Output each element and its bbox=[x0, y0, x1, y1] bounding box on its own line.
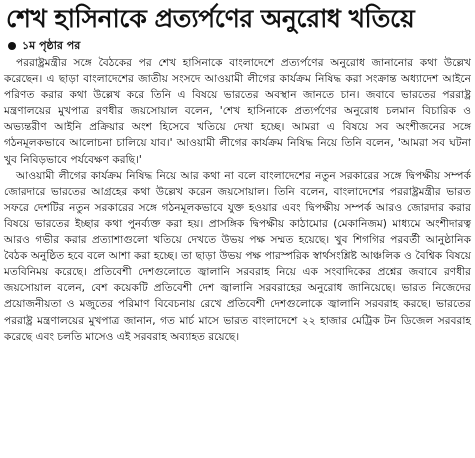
article-body bbox=[4, 55, 471, 345]
headline: শেখ হাসিনাকে প্রত্যর্পণের অনুরোধ খতিয়ে bbox=[6, 4, 415, 33]
continuation-note bbox=[8, 38, 471, 54]
article-paragraph: পররাষ্ট্রমন্ত্রীর সঙ্গে বৈঠকের পর শেখ হাসিনাকে বাংলাদেশে প্রত্যর্পণের অনুরোধ জানানোর কথা উল্লেখ করেছেন। এ ছাড়া বাংলাদেশের জাতীয় সংসদে আওয়ামী লীগের কার্যক্রম নিষিদ্ধ করা সংক্রান্ত অধ্যাদেশ আইনে পরিণত করার কথা উল্লেখ করে তিনি এ বিষয়ে ভারতের অবস্থান জানতে চান। জবাবে ভারতের পররাষ্ট্র মন্ত্রণালয়ের মুখপাত্র রণধীর জয়সোয়াল বলেন, 'শেখ হাসিনাকে প্রত্যর্পণের অনুরোধ চলমান বিচারিক ও অভ্যন্তরীণ আইনি প্রক্রিয়ার অংশ হিসেবে খতিয়ে দেখা হচ্ছে। আমরা এ বিষয়ে সব অংশীজনের সঙ্গে গঠনমূলকভাবে আলোচনা চালিয়ে যাব।' আওয়ামী লীগের কার্যক্রম নিষিদ্ধ নিয়ে তিনি বলেন, 'আমরা সব ঘটনা খুব নিবিড়ভাবে পর্যবেক্ষণ করছি।' bbox=[4, 57, 471, 166]
article-paragraph: আওয়ামী লীগের কার্যক্রম নিষিদ্ধ নিয়ে আর কথা না বলে বাংলাদেশের নতুন সরকারের সঙ্গে দ্বিপক্ষীয় সম্পর্ক জোরদারে ভারতের আগ্রহের কথা উল্লেখ করেন জয়সোয়াল। তিনি বলেন, বাংলাদেশের পররাষ্ট্রমন্ত্রীর ভারত সফরে দেশটির নতুন সরকারের সঙ্গে গঠনমূলকভাবে যুক্ত হওয়ার এবং দ্বিপক্ষীয় সম্পর্ক আরও জোরদার করার বিষয়ে ভারতের ইচ্ছার কথা পুনর্ব্যক্ত করা হয়। প্রাসঙ্গিক দ্বিপক্ষীয় কাঠামোর (মেকানিজম) মাধ্যমে অংশীদারত্ব আরও গভীর করার প্রত্যাশাগুলো খতিয়ে দেখতে উভয় পক্ষ সম্মত হয়েছে। খুব শিগগির পরবর্তী আনুষ্ঠানিক বৈঠক অনুষ্ঠিত হবে বলে আশা করা হচ্ছে। তা ছাড়া উভয় পক্ষ পারস্পরিক স্বার্থসংশ্লিষ্ট আঞ্চলিক ও বৈশ্বিক বিষয়ে মতবিনিময় করেছে। প্রতিবেশী দেশগুলোতে জ্বালানি সরবরাহ নিয়ে এক সংবাদিকের প্রশ্নের জবাবে রণধীর জয়সোয়াল বলেন, বেশ কয়েকটি প্রতিবেশী দেশ জ্বালানি সরবরাহের অনুরোধ জানিয়েছে। ভারত নিজেদের প্রয়োজনীয়তা ও মজুতের পরিমাণ বিবেচনায় রেখে প্রতিবেশী দেশগুলোকে জ্বালানি সরবরাহ করছে। ভারতের পররাষ্ট্র মন্ত্রণালয়ের মুখপাত্র জানান, গত মার্চ মাসে ভারত বাংলাদেশে ২২ হাজার মেট্রিক টন ডিজেল সরবরাহ করেছে এবং চলতি মাসেও এই সরবরাহ অব্যাহত রয়েছে। bbox=[4, 169, 471, 343]
bullet-icon bbox=[8, 42, 16, 50]
continuation-label: ১ম পৃষ্ঠার পর bbox=[22, 38, 81, 52]
